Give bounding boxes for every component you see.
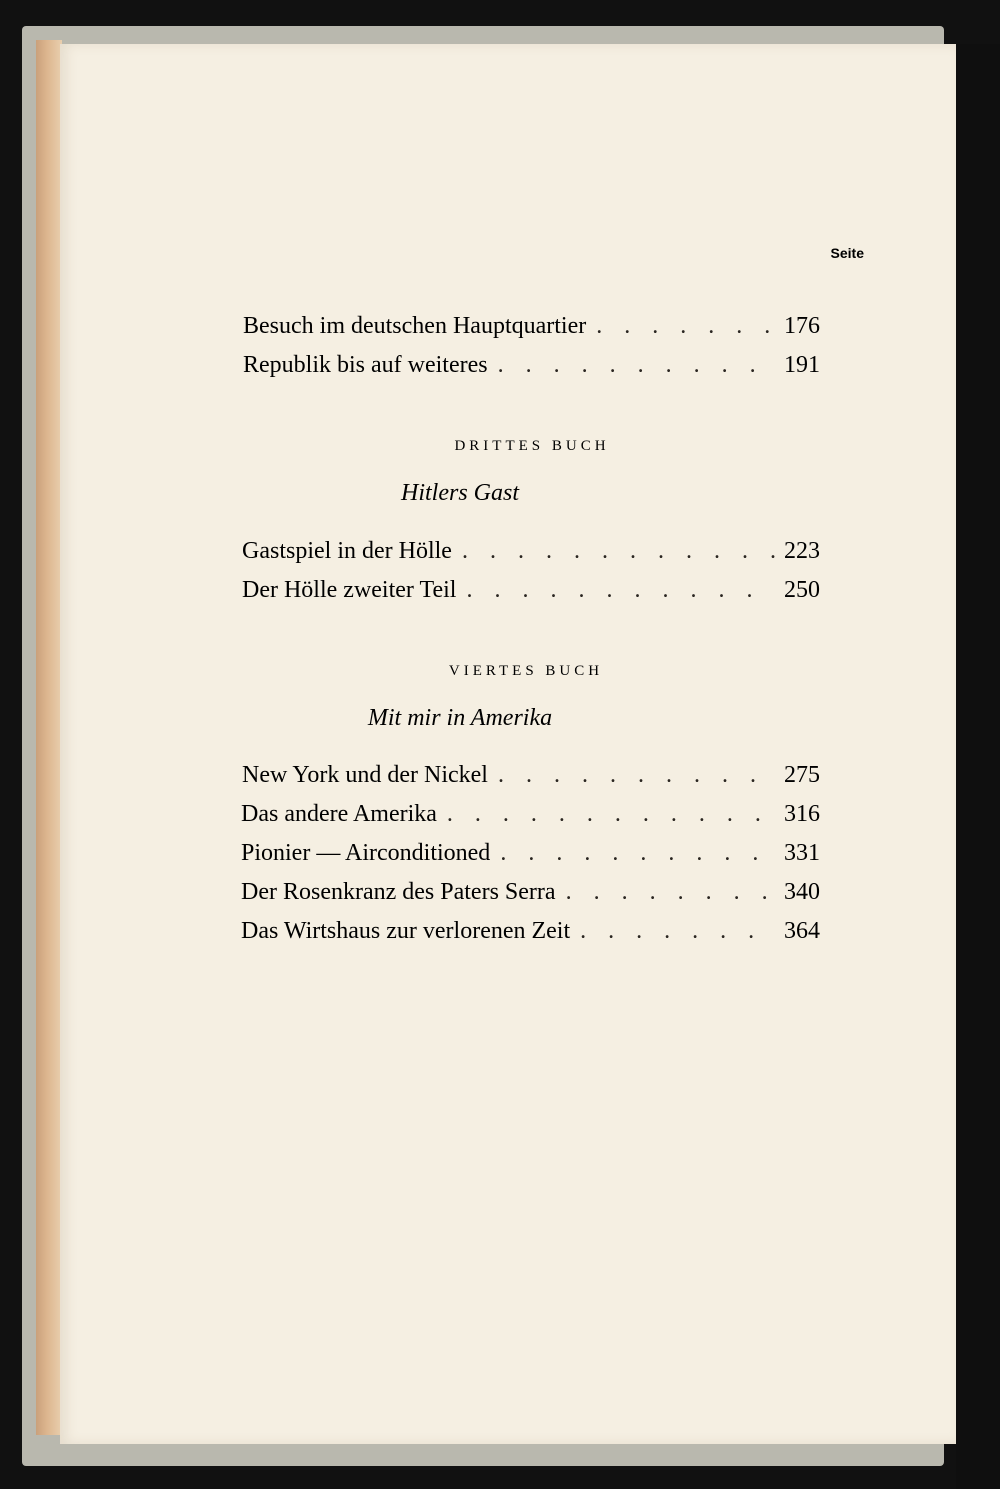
toc-entry-page: 331 bbox=[784, 840, 820, 866]
toc-entry-page: 250 bbox=[784, 577, 820, 603]
toc-entry bbox=[243, 313, 820, 349]
toc-entry-title: Pionier — Airconditioned bbox=[241, 840, 491, 866]
toc-entry-title: Das Wirtshaus zur verlorenen Zeit bbox=[241, 918, 571, 944]
toc-entry bbox=[241, 840, 820, 876]
toc-entry-title: Der Rosenkranz des Paters Serra bbox=[241, 879, 556, 905]
background-edge bbox=[956, 44, 1000, 1489]
toc-entry-page: 176 bbox=[784, 313, 820, 339]
toc-entry-title: Der Hölle zweiter Teil bbox=[242, 577, 457, 603]
dot-leader bbox=[570, 918, 776, 945]
book-heading: DRITTES BUCH bbox=[454, 438, 610, 454]
toc-entry-page: 316 bbox=[784, 801, 820, 827]
toc-entry-page: 340 bbox=[784, 879, 820, 905]
book-subtitle: Mit mir in Amerika bbox=[367, 705, 553, 731]
dot-leader bbox=[456, 577, 776, 604]
toc-entry-page: 191 bbox=[784, 352, 820, 378]
toc-entry bbox=[241, 879, 820, 915]
toc-entry bbox=[243, 352, 820, 388]
book-subtitle: Hitlers Gast bbox=[400, 480, 519, 506]
book-page bbox=[60, 44, 956, 1444]
toc-entry bbox=[242, 762, 820, 798]
toc-entry bbox=[242, 577, 820, 613]
toc-entry-title: Republik bis auf weiteres bbox=[243, 352, 488, 378]
dot-leader bbox=[490, 840, 776, 867]
toc-entry-title: Besuch im deutschen Hauptquartier bbox=[243, 313, 587, 339]
toc-entry-page: 275 bbox=[784, 762, 820, 788]
toc-entry-page: 364 bbox=[784, 918, 820, 944]
toc-entry-title: Das andere Amerika bbox=[241, 801, 437, 827]
dot-leader bbox=[437, 801, 776, 828]
page-edges bbox=[36, 40, 62, 1435]
toc-entry bbox=[242, 538, 820, 574]
dot-leader bbox=[488, 762, 776, 789]
dot-leader bbox=[556, 879, 776, 906]
toc-entry-title: New York und der Nickel bbox=[242, 762, 488, 788]
book-heading: VIERTES BUCH bbox=[448, 663, 604, 679]
dot-leader bbox=[488, 352, 776, 379]
toc-entry bbox=[241, 918, 820, 954]
dot-leader bbox=[452, 538, 776, 565]
toc-entry bbox=[241, 801, 820, 837]
page-column-label: Seite bbox=[830, 245, 864, 261]
toc-entry-title: Gastspiel in der Hölle bbox=[242, 538, 452, 564]
dot-leader bbox=[586, 313, 776, 340]
toc-entry-page: 223 bbox=[784, 538, 820, 564]
